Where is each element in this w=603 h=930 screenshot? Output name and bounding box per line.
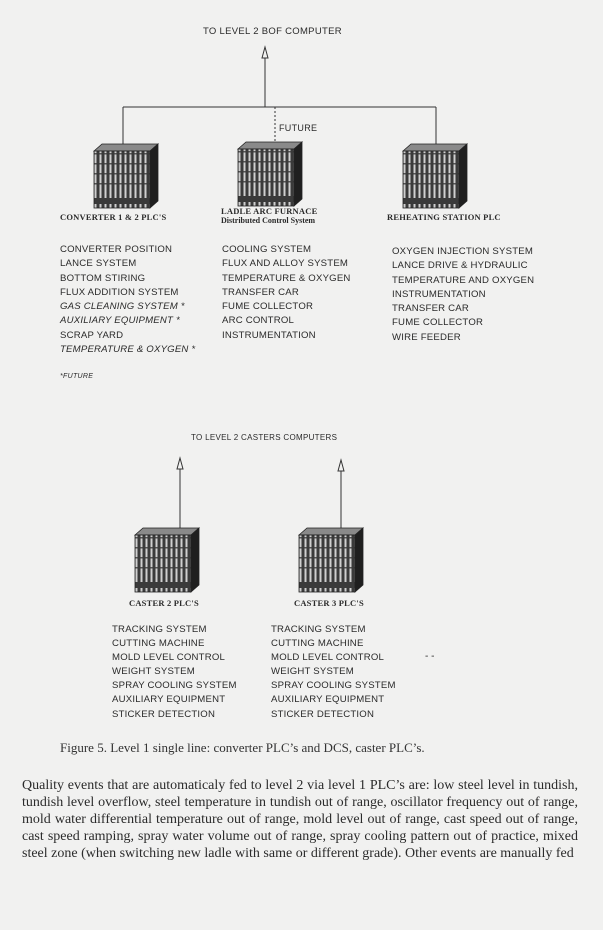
list-item: CUTTING MACHINE (271, 638, 364, 650)
list-item: SPRAY COOLING SYSTEM (271, 680, 396, 692)
list-item: BOTTOM STIRING (60, 272, 146, 284)
list-item: FUME COLLECTOR (222, 301, 314, 313)
list-item: MOLD LEVEL CONTROL (112, 652, 226, 664)
reheating-plc-title: REHEATING STATION PLC (387, 212, 501, 222)
ladle-furnace-title: LADLE ARC FURNACE (221, 206, 318, 216)
list-item: FLUX AND ALLOY SYSTEM (222, 258, 349, 270)
list-item: STICKER DETECTION (112, 708, 216, 720)
converter-plc-title: CONVERTER 1 & 2 PLC'S (60, 212, 167, 222)
caster2-plc-cube-icon (129, 527, 201, 594)
list-item: WEIGHT SYSTEM (271, 666, 354, 678)
list-item: FLUX ADDITION SYSTEM (60, 286, 179, 298)
casters-target-label: TO LEVEL 2 CASTERS COMPUTERS (191, 433, 338, 442)
list-item: ARC CONTROL (222, 315, 295, 327)
caster3-function-list (271, 623, 396, 722)
caster2-plc-title: CASTER 2 PLC'S (129, 598, 199, 608)
list-item-future: GAS CLEANING SYSTEM * (60, 301, 185, 313)
list-item: OXYGEN INJECTION SYSTEM (392, 246, 534, 257)
list-item: FUME COLLECTOR (392, 317, 484, 329)
ladle-furnace-subtitle: Distributed Control System (221, 216, 316, 225)
list-item: CUTTING MACHINE (112, 638, 205, 650)
list-item: LANCE SYSTEM (60, 258, 137, 270)
list-item: TEMPERATURE AND OXYGEN (392, 274, 535, 286)
ladle-furnace-dcs-cube-icon (232, 141, 304, 208)
caster2-function-list (112, 623, 237, 722)
bof-arrowhead (262, 47, 268, 58)
list-item: LANCE DRIVE & HYDRAULIC (392, 260, 528, 272)
list-item: WEIGHT SYSTEM (112, 666, 195, 678)
list-item: TRANSFER CAR (392, 303, 470, 315)
converter-function-list (60, 243, 195, 357)
future-label: FUTURE (279, 123, 318, 133)
converter-plc-cube-icon (88, 143, 160, 210)
list-item: SPRAY COOLING SYSTEM (112, 680, 237, 692)
list-item: MOLD LEVEL CONTROL (271, 652, 385, 664)
ladle-furnace-title-block (221, 207, 317, 225)
list-item: TRANSFER CAR (222, 286, 300, 298)
list-item: CONVERTER POSITION (60, 244, 173, 255)
list-item-future: AUXILIARY EQUIPMENT * (60, 315, 180, 327)
reheating-plc-cube-icon (397, 143, 469, 210)
list-item: WIRE FEEDER (392, 331, 461, 343)
bof-target-label: TO LEVEL 2 BOF COMPUTER (203, 26, 342, 37)
stray-mark: - - (425, 651, 435, 662)
list-item: STICKER DETECTION (271, 708, 375, 720)
ladle-furnace-function-list (222, 243, 351, 343)
list-item: TEMPERATURE & OXYGEN (222, 272, 351, 284)
list-item: AUXILIARY EQUIPMENT (271, 694, 385, 706)
body-paragraph: Quality events that are automaticaly fed to level 2 via level 1 PLC’s are: low steel level in tundish, tundish level overflow, steel temperature in tundish out of range, oscillator frequency out of range, mold water differential temperature out of range, mold level out of range, cast speed out of range, cast speed ramping, spray water volume out of range, spray cooling pattern out of practice, mixed steel zone (when switching new ladle with same or different grade). Other events are manually fed (22, 778, 578, 862)
list-item: SCRAP YARD (60, 329, 124, 341)
list-item: TRACKING SYSTEM (112, 624, 207, 635)
list-item-future: TEMPERATURE & OXYGEN * (60, 344, 196, 356)
list-item: INSTRUMENTATION (222, 329, 316, 341)
list-item: TRACKING SYSTEM (271, 624, 366, 635)
future-footnote: *FUTURE (60, 373, 94, 380)
caster3-plc-cube-icon (293, 527, 365, 594)
list-item: INSTRUMENTATION (392, 288, 486, 300)
caster3-plc-title: CASTER 3 PLC'S (294, 598, 364, 608)
caster3-arrowhead (338, 460, 344, 471)
reheating-function-list (392, 245, 534, 345)
figure-caption: Figure 5. Level 1 single line: converter PLC’s and DCS, caster PLC’s. (60, 740, 425, 755)
caster2-arrowhead (177, 458, 183, 469)
list-item: AUXILIARY EQUIPMENT (112, 694, 226, 706)
list-item: COOLING SYSTEM (222, 244, 312, 255)
